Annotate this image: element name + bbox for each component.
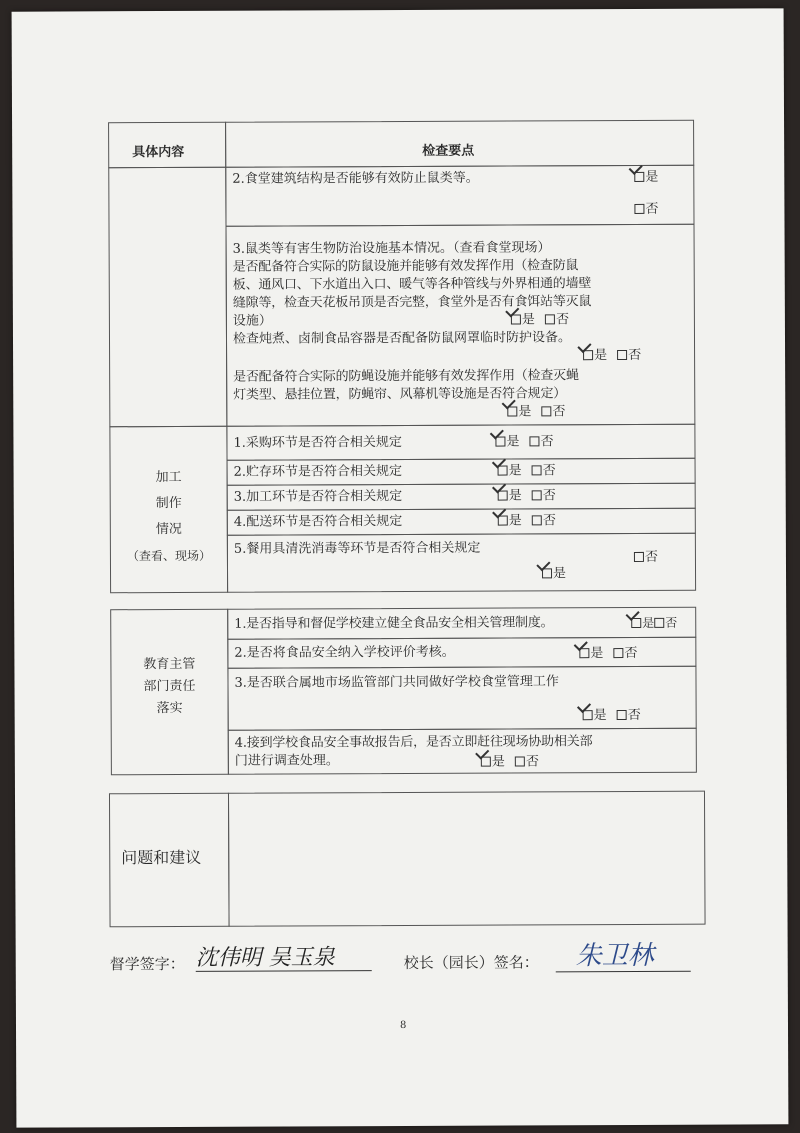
supervisor-signature-label: 督学签字： — [109, 954, 185, 974]
checkbox-checked-icon[interactable] — [495, 437, 505, 447]
header-checkpoints-label: 检查要点 — [422, 143, 475, 159]
checkbox-checked-icon[interactable] — [583, 350, 593, 360]
education-item4-check: 是 否 — [481, 753, 539, 771]
education-item4-line2: 门进行调查处理。 — [234, 753, 339, 769]
checkbox-empty-icon[interactable] — [515, 756, 525, 766]
education-item1-text: 1.是否指导和督促学校建立健全食品安全相关管理制度。 — [234, 615, 554, 632]
rodent-item2-no: 否 — [634, 201, 658, 219]
education-label: 教育主管 部门责任 落实 — [143, 656, 196, 717]
checkbox-checked-icon[interactable] — [579, 648, 589, 658]
page-number: 8 — [399, 1019, 407, 1032]
education-item3-check: 是 否 — [583, 707, 641, 725]
checkbox-checked-icon[interactable] — [511, 314, 521, 324]
rodent-item3-line5: 检查炖煮、卤制食品容器是否配备防鼠网罩临时防护设备。 — [232, 330, 572, 347]
rodent-item3-line7: 灯类型、悬挂位置，防蝇帘、风幕机等设施是否符合规定） — [233, 386, 567, 403]
education-item2-text: 2.是否将食品安全纳入学校评价考核。 — [234, 644, 455, 661]
checkbox-empty-icon[interactable] — [532, 490, 542, 500]
supervisor-underline — [196, 970, 372, 972]
checkbox-checked-icon[interactable] — [481, 757, 491, 767]
processing-label: 加工 制作 情况 （查看、现场） — [126, 469, 211, 564]
rodent-label-cell — [108, 167, 227, 428]
checkbox-checked-icon[interactable] — [498, 466, 508, 476]
checkbox-empty-icon[interactable] — [634, 552, 644, 562]
processing-item5-no: 否 — [634, 549, 658, 567]
checkbox-checked-icon[interactable] — [498, 516, 508, 526]
processing-item3-text: 3.加工环节是否符合相关规定 — [233, 488, 403, 505]
rodent-item2-yes: 是 — [634, 169, 658, 187]
processing-item2-check: 是 否 — [498, 462, 556, 480]
checkbox-checked-icon[interactable] — [507, 406, 517, 416]
rodent-item3-line4: 设施） — [232, 313, 272, 329]
education-item2-check: 是 否 — [579, 645, 637, 663]
processing-item4-check: 是 否 — [498, 512, 556, 530]
header-content-label: 具体内容 — [132, 144, 185, 161]
rodent-item3-line6: 是否配备符合实际的防蝇设施并能够有效发挥作用（检查灭蝇 — [233, 368, 579, 385]
processing-item5-text: 5.餐用具清洗消毒等环节是否符合相关规定 — [233, 540, 481, 557]
rodent-item3-line3: 缝隙等，检查天花板吊顶是否完整，食堂外是否有食饵站等灭鼠 — [232, 294, 592, 311]
supervisor-signatures: 沈伟明 吴玉泉 — [195, 945, 335, 971]
checkbox-empty-icon[interactable] — [614, 648, 624, 658]
processing-item5-yes: 是 — [542, 565, 566, 583]
education-item3-text: 3.是否联合属地市场监管部门共同做好学校食堂管理工作 — [234, 674, 559, 691]
checkbox-empty-icon[interactable] — [530, 436, 540, 446]
rodent-item3-check1: 是 否 — [511, 311, 569, 329]
rodent-item3-line2: 板、通风口、下水道出入口、暖气等各种管线与外界相通的墙壁 — [232, 276, 592, 293]
checkbox-empty-icon[interactable] — [532, 465, 542, 475]
processing-item2-text: 2.贮存环节是否符合相关规定 — [233, 463, 403, 480]
checkbox-empty-icon[interactable] — [532, 515, 542, 525]
issues-label: 问题和建议 — [121, 847, 202, 868]
checkbox-checked-icon[interactable] — [498, 491, 508, 501]
principal-signature: 朱卫林 — [575, 940, 654, 972]
processing-item1-check: 是 否 — [495, 433, 553, 451]
rodent-item2-text: 2.食堂建筑结构是否能够有效防止鼠类等。 — [232, 170, 479, 187]
checkbox-empty-icon[interactable] — [617, 710, 627, 720]
rodent-item3-line1: 是否配备符合实际的防鼠设施并能够有效发挥作用（检查防鼠 — [232, 258, 579, 275]
processing-item1-text: 1.采购环节是否符合相关规定 — [233, 434, 402, 451]
checkbox-checked-icon[interactable] — [583, 710, 593, 720]
checkbox-checked-icon[interactable] — [631, 618, 641, 628]
document-page — [12, 8, 789, 1127]
checkbox-empty-icon[interactable] — [541, 406, 551, 416]
rodent-item3-title: 3.鼠类等有害生物防治设施基本情况。（查看食堂现场） — [232, 240, 551, 257]
principal-signature-label: 校长（园长）签名： — [403, 953, 539, 972]
checkbox-empty-icon[interactable] — [617, 350, 627, 360]
processing-item3-check: 是 否 — [498, 487, 556, 505]
rodent-item3-check2: 是 否 — [583, 347, 641, 365]
principal-underline — [556, 971, 691, 973]
education-item4-line1: 4.接到学校食品安全事故报告后，是否立即赶往现场协助相关部 — [234, 734, 593, 751]
issues-content-cell[interactable] — [228, 791, 706, 927]
education-item1-check: 是 否 — [631, 614, 677, 632]
checkbox-empty-icon[interactable] — [545, 314, 555, 324]
checkbox-empty-icon[interactable] — [654, 618, 664, 628]
checkbox-checked-icon[interactable] — [542, 568, 552, 578]
rodent-item3-check3: 是 否 — [507, 403, 565, 421]
checkbox-checked-icon[interactable] — [634, 172, 644, 182]
checkbox-empty-icon[interactable] — [634, 204, 644, 214]
processing-item4-text: 4.配送环节是否符合相关规定 — [233, 513, 403, 530]
